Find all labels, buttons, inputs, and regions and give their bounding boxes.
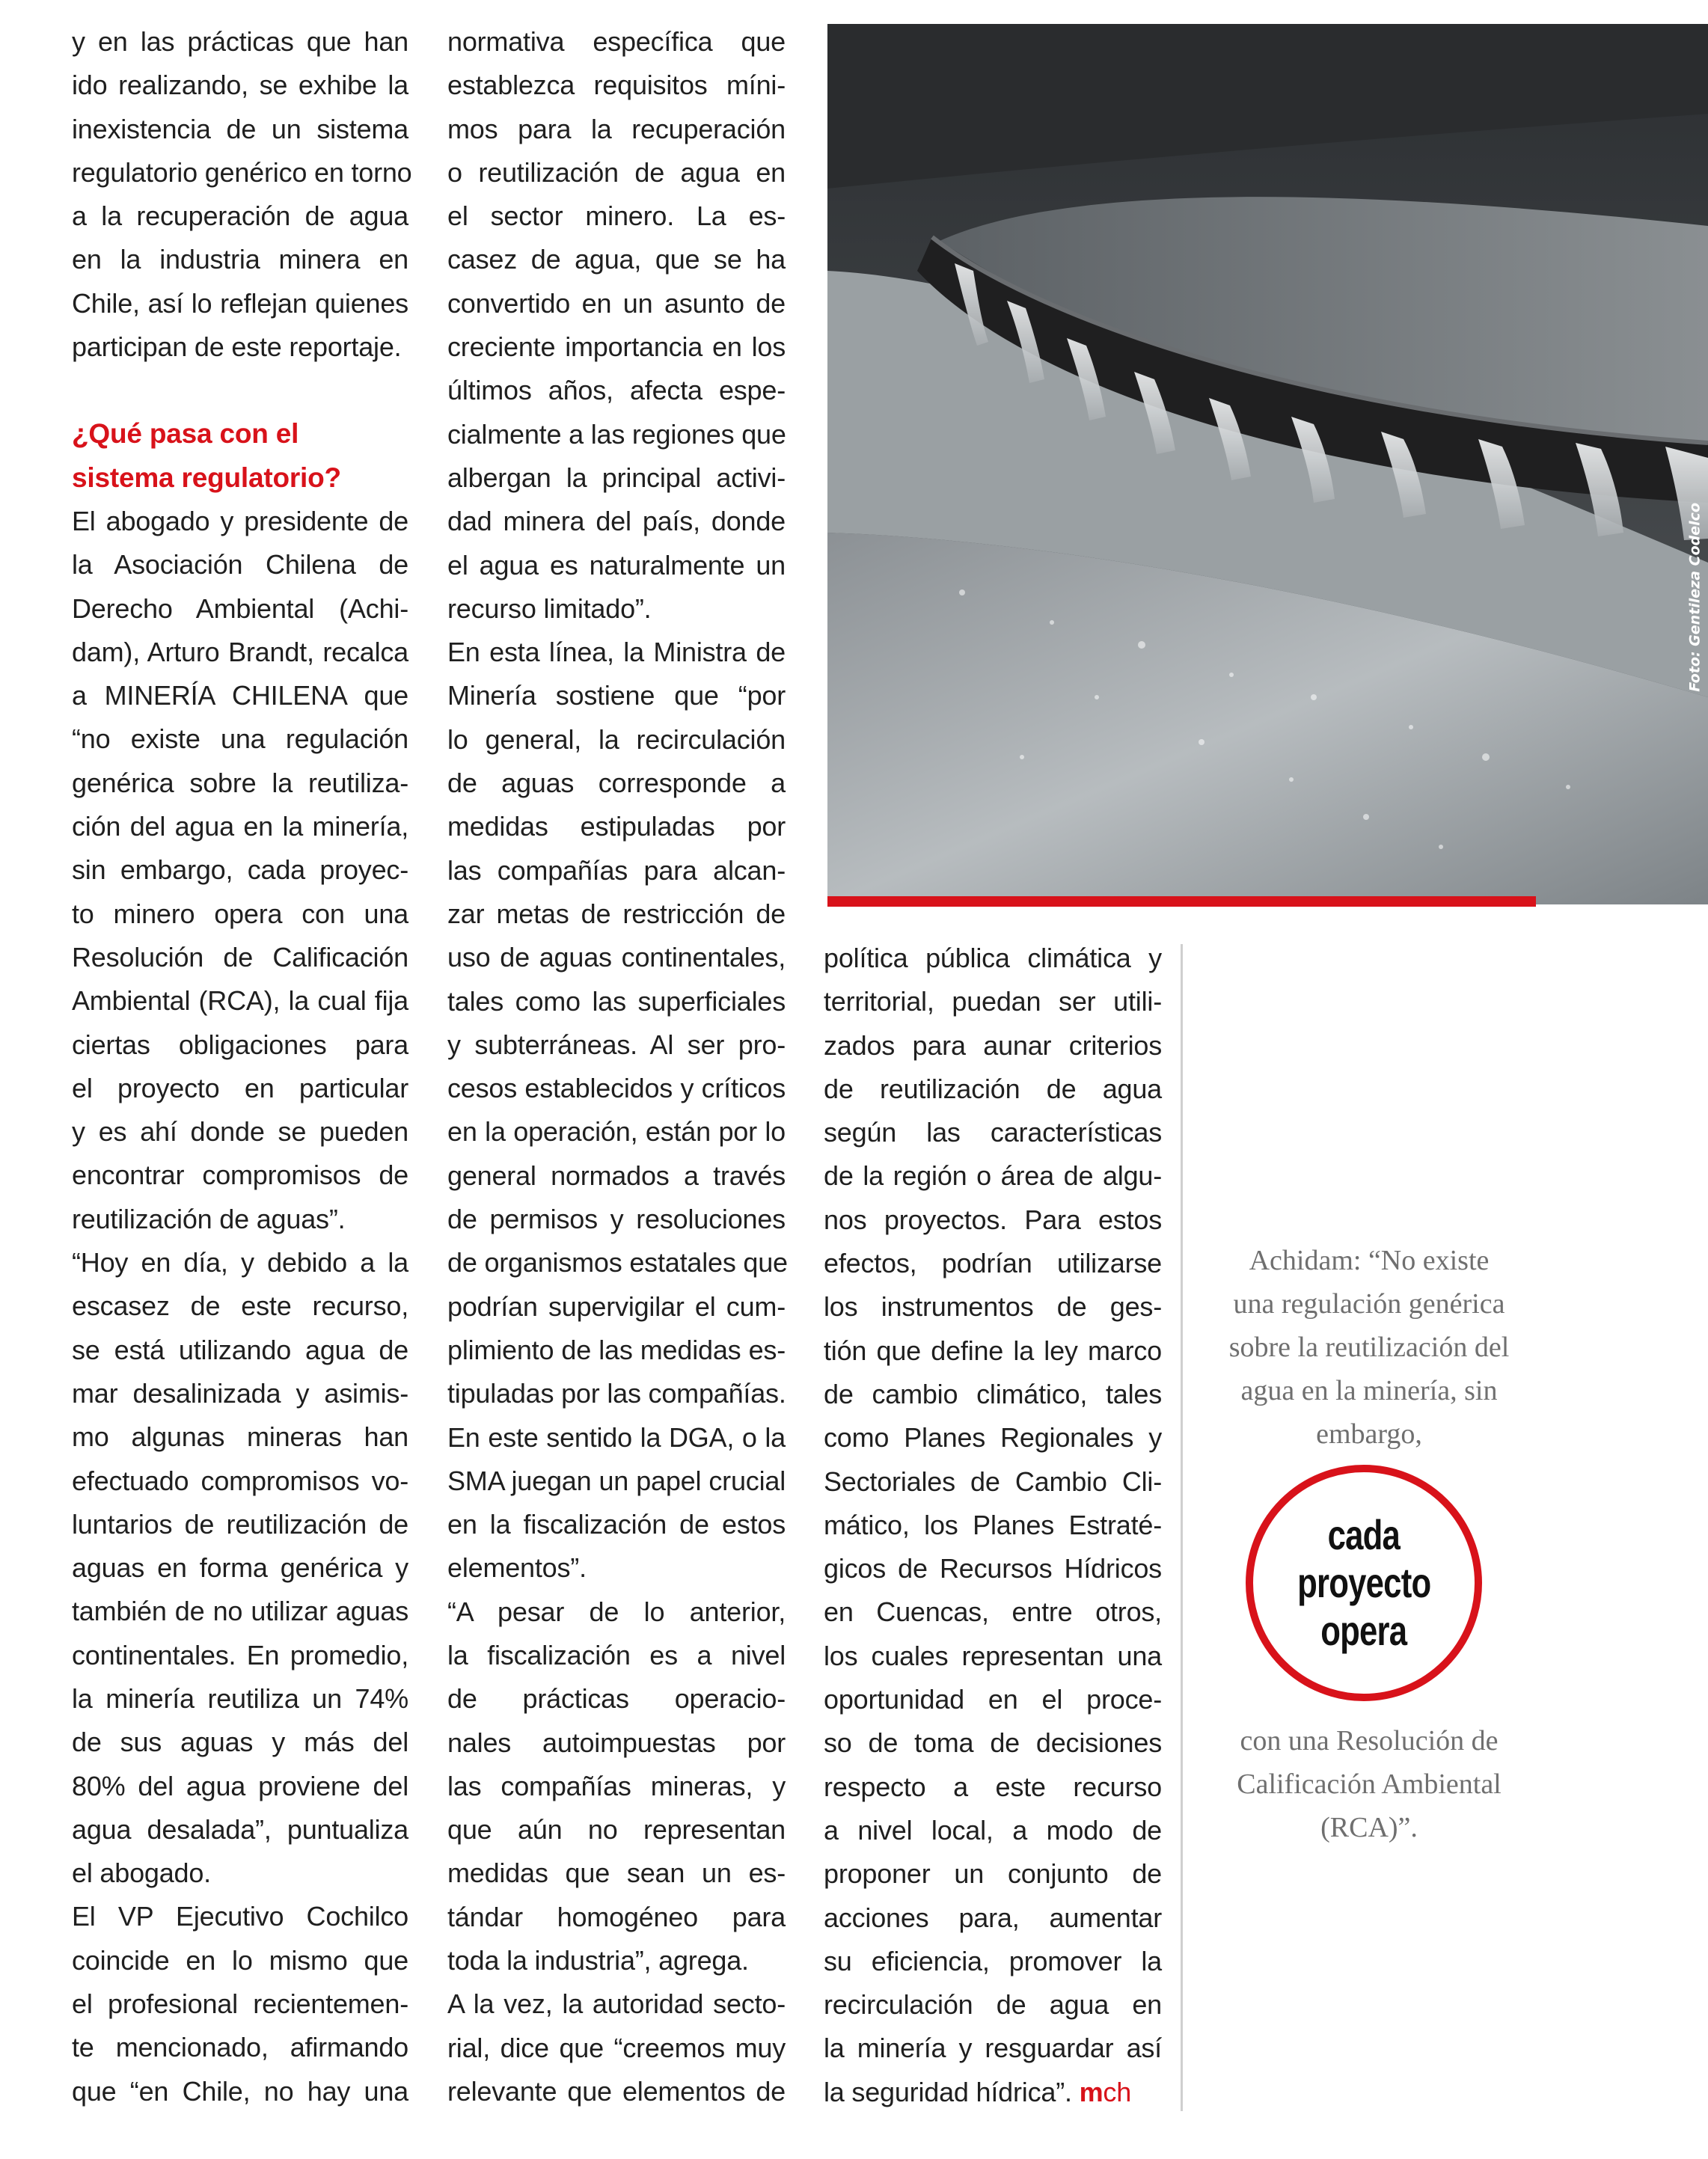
circle-quote-line: cada	[1327, 1511, 1401, 1558]
intro-line: ido realizando, se exhibe la	[72, 70, 408, 101]
pull-quote-line: una regulación genérica	[1233, 1288, 1505, 1320]
body-line: como Planes Regionales y	[824, 1422, 1162, 1454]
body-line: los instrumentos de ges-	[824, 1291, 1162, 1323]
body-line: últimos años, afecta espe-	[447, 375, 786, 406]
body-line: Sectoriales de Cambio Cli-	[824, 1466, 1162, 1497]
body-line: que “en Chile, no hay una	[72, 2075, 408, 2107]
body-line: continentales. En promedio,	[72, 1639, 408, 1670]
body-line: de organismos estatales que	[447, 1247, 788, 1278]
body-line: tipuladas por las compañías.	[447, 1378, 786, 1409]
body-line: El abogado y presidente de	[72, 505, 408, 536]
water-channel-illustration	[827, 24, 1708, 904]
body-line: que aún no representan	[447, 1814, 786, 1846]
intro-line: participan de este reportaje.	[72, 331, 402, 363]
body-line: tión que define la ley marco	[824, 1335, 1162, 1366]
body-line: cialmente a las regiones que	[447, 418, 786, 450]
body-line: “Hoy en día, y debido a la	[72, 1247, 408, 1278]
body-line: la fiscalización es a nivel	[447, 1639, 786, 1670]
body-line: podrían supervigilar el cum-	[447, 1290, 786, 1322]
body-line: genérica sobre la reutiliza-	[72, 767, 408, 798]
body-line: so de toma de decisiones	[824, 1727, 1162, 1759]
photo-credit: Foto: Gentileza Codelco	[1687, 503, 1704, 692]
column-2-body	[447, 20, 786, 2113]
body-line: “no existe una regulación	[72, 723, 408, 755]
pull-quote-line: embargo,	[1316, 1418, 1422, 1450]
body-line: política pública climática y	[824, 943, 1162, 973]
column-divider	[1181, 944, 1183, 2111]
body-line: de la región o área de algu-	[824, 1160, 1162, 1192]
body-line: Derecho Ambiental (Achi-	[72, 592, 408, 624]
water-treatment-photo	[827, 24, 1708, 904]
body-line: to minero opera con una	[72, 898, 408, 929]
body-line: luntarios de reutilización de	[72, 1508, 408, 1540]
column-3-body	[824, 937, 1162, 2071]
body-line: de permisos y resoluciones	[447, 1204, 786, 1235]
body-line: En este sentido la DGA, o la	[447, 1421, 786, 1453]
body-line: el profesional recientemen-	[72, 1988, 408, 2020]
closing-line	[824, 2071, 1162, 2114]
circle-quote-line: proyecto	[1297, 1559, 1431, 1606]
body-line: recirculación de agua en	[824, 1989, 1162, 2021]
body-line: reutilización de aguas”.	[72, 1203, 346, 1234]
body-line: en la operación, están por lo	[447, 1116, 786, 1148]
mch-signoff-logo	[1080, 2077, 1131, 2107]
body-line: A la vez, la autoridad secto-	[447, 1988, 786, 2020]
body-line: medidas estipuladas por	[447, 811, 786, 842]
body-line: a MINERÍA CHILENA que	[72, 680, 408, 711]
body-line: nales autoimpuestas por	[447, 1727, 786, 1758]
body-line: de aguas corresponde a	[447, 768, 786, 799]
body-line: recurso limitado”.	[447, 592, 652, 624]
body-line: En esta línea, la Ministra de	[447, 637, 786, 668]
body-line: sin embargo, cada proyec-	[72, 854, 408, 886]
body-line: la minería y resguardar así	[824, 2033, 1162, 2064]
body-line: de reutilización de agua	[824, 1073, 1162, 1104]
body-line: establezca requisitos míni-	[447, 70, 786, 101]
pull-quote-circle	[1246, 1465, 1482, 1701]
pull-quote-line: (RCA)”.	[1320, 1812, 1418, 1843]
body-line: aguas en forma genérica y	[72, 1552, 408, 1584]
body-line: las compañías para alcan-	[447, 854, 786, 886]
body-line: y es ahí donde se pueden	[72, 1116, 408, 1148]
body-line: ciertas obligaciones para	[72, 1029, 408, 1060]
body-line: relevante que elementos de	[447, 2075, 786, 2107]
body-line: tándar homogéneo para	[447, 1901, 786, 1932]
body-line: agua desalada”, puntualiza	[72, 1813, 408, 1845]
body-line: ción del agua en la minería,	[72, 811, 408, 842]
body-line: las compañías mineras, y	[447, 1770, 786, 1801]
body-line: medidas que sean un es-	[447, 1858, 786, 1889]
body-line: encontrar compromisos de	[72, 1160, 408, 1191]
body-line: toda la industria”, agrega.	[447, 1945, 749, 1976]
circle-quote-line: opera	[1320, 1607, 1407, 1654]
body-line: oportunidad en el proce-	[824, 1684, 1162, 1715]
closing-text: la seguridad hídrica”.	[824, 2076, 1072, 2107]
article-column-1	[72, 20, 412, 2113]
body-line: te mencionado, afirmando	[72, 2032, 408, 2063]
body-line: mos para la recuperación	[447, 113, 786, 144]
body-line: se está utilizando agua de	[72, 1334, 408, 1365]
body-line: respecto a este recurso	[824, 1771, 1162, 1802]
body-line: en la fiscalización de estos	[447, 1509, 786, 1540]
paragraph-spacer	[72, 369, 408, 412]
body-line: nos proyectos. Para estos	[824, 1204, 1162, 1235]
subheading-line: sistema regulatorio?	[72, 462, 341, 493]
pull-quote-bottom	[1201, 1719, 1537, 1849]
body-line: zados para aunar criterios	[824, 1029, 1162, 1061]
pull-quote-line: con una Resolución de	[1240, 1725, 1499, 1757]
body-line: de cambio climático, tales	[824, 1378, 1162, 1409]
signoff-m: m	[1079, 2076, 1104, 2107]
body-line: también de no utilizar aguas	[72, 1596, 408, 1627]
body-line: uso de aguas continentales,	[447, 942, 786, 973]
body-line: casez de agua, que se ha	[447, 244, 786, 275]
body-line: la Asociación Chilena de	[72, 549, 408, 581]
body-line: la minería reutiliza un 74%	[72, 1682, 408, 1714]
pull-quote-line: sobre la reutilización del	[1228, 1332, 1510, 1363]
body-line: el agua es naturalmente un	[447, 549, 786, 581]
body-line: de prácticas operacio-	[447, 1683, 786, 1715]
intro-line: regulatorio genérico en torno	[72, 156, 412, 188]
body-line: acciones para, aumentar	[824, 1902, 1162, 1933]
photo-accent-rule	[827, 896, 1536, 907]
body-line: mar desalinizada y asimis-	[72, 1377, 408, 1409]
intro-line: en la industria minera en	[72, 244, 408, 275]
body-line: elementos”.	[447, 1552, 587, 1584]
column-1-body	[72, 500, 408, 2113]
body-line: SMA juegan un papel crucial	[447, 1465, 786, 1496]
article-column-2	[447, 20, 786, 2113]
intro-line: a la recuperación de agua	[72, 200, 408, 232]
subheading-line: ¿Qué pasa con el	[72, 418, 299, 450]
body-line: y subterráneas. Al ser pro-	[447, 1029, 786, 1060]
body-line: Minería sostiene que “por	[447, 680, 786, 711]
section-subheading	[72, 412, 408, 500]
body-line: el proyecto en particular	[72, 1072, 408, 1103]
intro-line: Chile, así lo reflejan quienes	[72, 287, 408, 319]
body-line: plimiento de las medidas es-	[447, 1334, 786, 1365]
pull-quote-top	[1201, 1239, 1537, 1456]
pull-quote-line: agua en la minería, sin	[1240, 1375, 1498, 1406]
body-line: gicos de Recursos Hídricos	[824, 1553, 1162, 1584]
body-line: rial, dice que “creemos muy	[447, 2032, 786, 2063]
body-line: lo general, la recirculación	[447, 723, 786, 755]
intro-paragraph	[72, 20, 412, 369]
body-line: el sector minero. La es-	[447, 200, 786, 232]
body-line: zar metas de restricción de	[447, 898, 786, 929]
body-line: territorial, puedan ser utili-	[824, 986, 1162, 1017]
body-line: albergan la principal activi-	[447, 462, 786, 493]
body-line: o reutilización de agua en	[447, 156, 786, 188]
body-line: efectuado compromisos vo-	[72, 1465, 408, 1496]
pull-quote-line: Calificación Ambiental	[1237, 1768, 1502, 1800]
body-line: su eficiencia, promover la	[824, 1945, 1162, 1976]
body-line: general normados a través	[447, 1160, 786, 1191]
body-line: dad minera del país, donde	[447, 506, 786, 537]
body-line: de sus aguas y más del	[72, 1727, 408, 1758]
body-line: mo algunas mineras han	[72, 1421, 408, 1453]
body-line: a nivel local, a modo de	[824, 1814, 1162, 1846]
body-line: según las características	[824, 1117, 1162, 1148]
body-line: 80% del agua proviene del	[72, 1770, 408, 1801]
body-line: en Cuencas, entre otros,	[824, 1596, 1162, 1628]
body-line: efectos, podrían utilizarse	[824, 1248, 1162, 1279]
body-line: Ambiental (RCA), la cual fija	[72, 985, 408, 1017]
body-line: El VP Ejecutivo Cochilco	[72, 1901, 408, 1932]
body-line: “A pesar de lo anterior,	[447, 1596, 786, 1627]
intro-line: inexistencia de un sistema	[72, 113, 408, 144]
body-line: creciente importancia en los	[447, 331, 786, 363]
article-column-3	[824, 937, 1162, 2114]
body-line: el abogado.	[72, 1858, 211, 1889]
body-line: mático, los Planes Estraté-	[824, 1509, 1162, 1540]
body-line: coincide en lo mismo que	[72, 1944, 408, 1976]
body-line: tales como las superficiales	[447, 985, 786, 1017]
intro-line: y en las prácticas que han	[72, 26, 408, 57]
body-line: convertido en un asunto de	[447, 287, 786, 319]
body-line: escasez de este recurso,	[72, 1290, 408, 1322]
body-line: dam), Arturo Brandt, recalca	[72, 636, 408, 667]
body-line: cesos establecidos y críticos	[447, 1073, 786, 1104]
body-line: proponer un conjunto de	[824, 1858, 1162, 1890]
body-line: normativa específica que	[447, 26, 786, 57]
signoff-ch: ch	[1103, 2076, 1132, 2107]
body-line: Resolución de Calificación	[72, 941, 408, 973]
pull-quote-line: Achidam: “No existe	[1249, 1245, 1490, 1276]
body-line: los cuales representan una	[824, 1640, 1162, 1671]
